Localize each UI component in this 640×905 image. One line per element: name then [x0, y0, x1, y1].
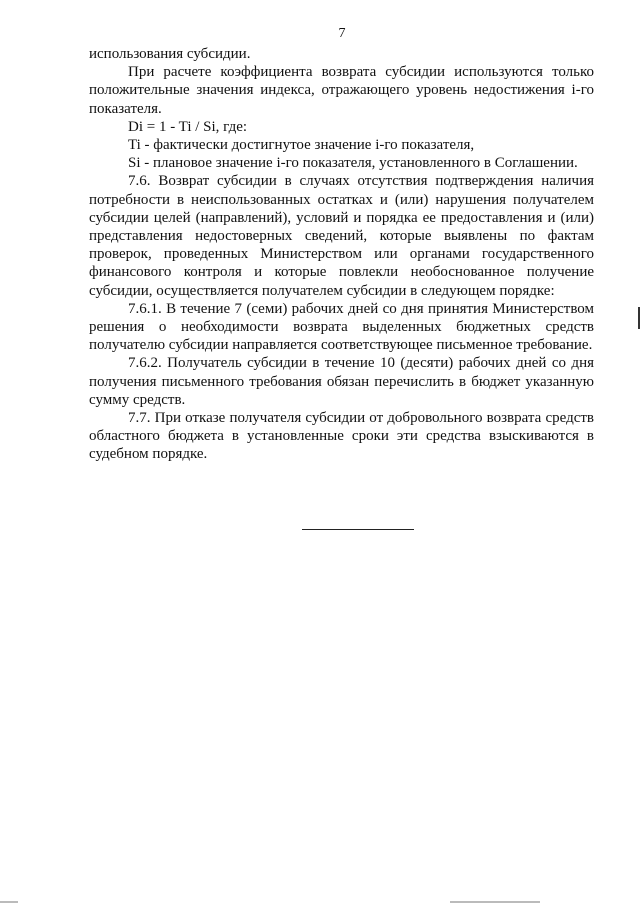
document-body [89, 45, 594, 464]
scan-bottom-mark-left [0, 901, 18, 903]
paragraph-7-6: 7.6. Возврат субсидии в случаях отсутствия подтверждения наличия потребности в неиспользованных остатках и (или) нарушения получателем субсидии целей (направлений), условий и порядка ее предоставления и (или) представления недостоверных сведений, которые выявлены по фактам проверок, проведенных Министерством или органами государственного финансового контроля и которые повлекли необоснованное получение субсидии, осуществляется получателем субсидии в следующем порядке: [89, 173, 594, 299]
paragraph-7-6-2: 7.6.2. Получатель субсидии в течение 10 (десяти) рабочих дней со дня получения письменного требования обязан перечислить в бюджет указанную сумму средств. [89, 355, 594, 408]
end-separator-line [302, 529, 414, 530]
paragraph-ti-definition: Ti - фактически достигнутое значение i-го показателя, [128, 137, 475, 154]
paragraph-7-7: 7.7. При отказе получателя субсидии от добровольного возврата средств областного бюджета в установленные сроки эти средства взыскиваются в судебном порядке. [89, 410, 594, 463]
paragraph-7-6-1: 7.6.1. В течение 7 (семи) рабочих дней со дня принятия Министерством решения о необходимости возврата выделенных бюджетных средств получателю субсидии направляется соответствующее письменное требование. [89, 300, 594, 354]
scan-bottom-mark-right [450, 901, 540, 903]
paragraph-formula: Di = 1 - Ti / Si, где: [128, 118, 248, 135]
page-number: 7 [338, 26, 346, 41]
paragraph-continuation: использования субсидии. [89, 46, 251, 62]
paragraph-coefficient-note: При расчете коэффициента возврата субсидии используются только положительные значения индекса, отражающего уровень недостижения i-го показателя. [89, 64, 594, 117]
paragraph-si-definition: Si - плановое значение i-го показателя, установленного в Соглашении. [128, 155, 578, 172]
